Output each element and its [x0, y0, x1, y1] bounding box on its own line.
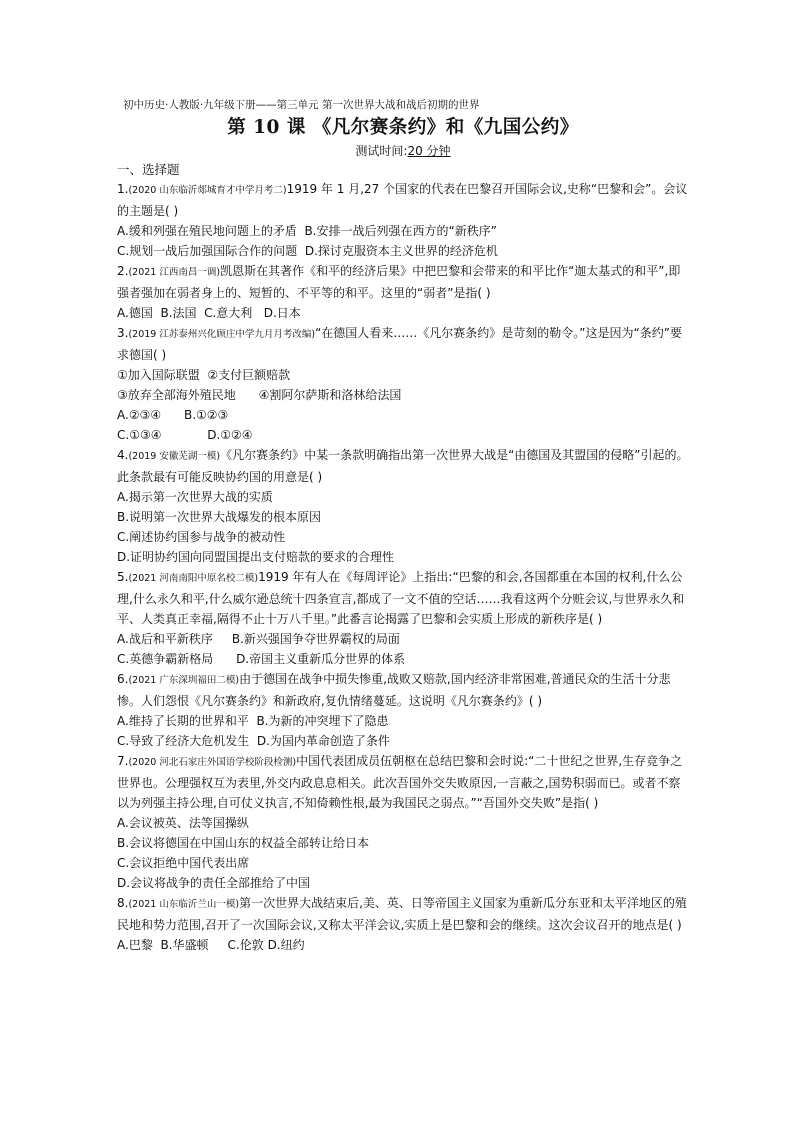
question-number: 8. [117, 896, 129, 910]
lesson-title: 第 10 课 《凡尔赛条约》和《九国公约》 [227, 117, 579, 138]
question-options: ①加入国际联盟 ②支付巨额赔款 [117, 368, 291, 382]
section-heading: 一、选择题 [117, 162, 180, 177]
question-options: C.会议拒绝中国代表出席 [117, 856, 250, 870]
question-8 [117, 893, 689, 955]
question-number: 2. [117, 264, 129, 278]
question-options: C.①③④ D.①②④ [117, 428, 253, 442]
question-stem [117, 323, 689, 365]
question-text: 中国代表团成员伍朝枢在总结巴黎和会时说:“二十世纪之世界,生存竞争之世界也。公理强权互为表里,外交内政息息相关。此次吾国外交失败原因,一言蔽之,国势积弱而已。或者不察以为列强主持公理,自可仗义执言,不知倚赖性根,最为我国民之弱点。”“吾国外交失败”是指( ) [117, 754, 683, 810]
question-number: 1. [117, 182, 129, 196]
question-options: A.维持了长期的世界和平 B.为新的冲突埋下了隐患 [117, 714, 389, 728]
question-5 [117, 567, 689, 669]
question-1 [117, 179, 689, 261]
question-text: 1919 年有人在《每周评论》上指出:“巴黎的和会,各国都重在本国的权利,什么公理,什么永久和平,什么威尔逊总统十四条宣言,都成了一文不值的空话……我看这两个分赃会议,与世界永久和平、人类真正幸福,隔得不止十万八千里。”此番言论揭露了巴黎和会实质上形成的新秩序是( ) [117, 570, 685, 626]
test-time-value: 20 分钟 [407, 144, 451, 158]
question-2 [117, 261, 689, 323]
question-list [117, 179, 689, 955]
question-options: A.揭示第一次世界大战的实质 [117, 490, 273, 504]
question-options: B.说明第一次世界大战爆发的根本原因 [117, 510, 322, 524]
test-time-label: 测试时间: [355, 144, 408, 158]
question-options: A.德国 B.法国 C.意大利 D.日本 [117, 306, 301, 320]
question-source: (2020 山东临沂郯城育才中学月考二) [128, 185, 287, 196]
question-options: B.会议将德国在中国山东的权益全部转让给日本 [117, 836, 370, 850]
question-options: A.②③④ B.①②③ [117, 408, 229, 422]
course-header: 初中历史·人教版·九年级下册——第三单元 第一次世界大战和战后初期的世界 [123, 99, 480, 111]
question-options: C.规划一战后加强国际合作的问题 D.探讨克服资本主义世界的经济危机 [117, 244, 498, 258]
question-source: (2019 安徽芜湖一模) [128, 451, 221, 462]
question-source: (2021 河南南阳中原名校二模) [128, 573, 259, 584]
question-number: 5. [117, 570, 129, 584]
question-text: “在德国人看来……《凡尔赛条约》是苛刻的勒令。”这是因为“条约”要求德国( ) [117, 326, 682, 362]
question-options: C.导致了经济大危机发生 D.为国内革命创造了条件 [117, 734, 390, 748]
question-options: A.巴黎 B.华盛顿 C.伦敦 D.纽约 [117, 938, 305, 952]
question-stem [117, 179, 689, 221]
question-6 [117, 669, 689, 751]
question-options: D.会议将战争的责任全部推给了中国 [117, 876, 311, 890]
question-options: D.证明协约国向同盟国提出支付赔款的要求的合理性 [117, 550, 395, 564]
question-stem [117, 751, 689, 813]
question-options: A.会议被英、法等国操纵 [117, 816, 249, 830]
question-options: A.战后和平新秩序 B.新兴强国争夺世界霸权的局面 [117, 632, 400, 646]
question-4 [117, 445, 689, 567]
question-text: 由于德国在战争中损失惨重,战败又赔款,国内经济非常困难,普通民众的生活十分悲惨。人们怨恨《凡尔赛条约》和新政府,复仇情绪蔓延。这说明《凡尔赛条约》( ) [117, 672, 671, 708]
question-text: 凯恩斯在其著作《和平的经济后果》中把巴黎和会带来的和平比作“迦太基式的和平”,即强者强加在弱者身上的、短暂的、不平等的和平。这里的“弱者”是指( ) [117, 264, 681, 300]
question-text: 1919 年 1 月,27 个国家的代表在巴黎召开国际会议,史称“巴黎和会”。会议的主题是( ) [117, 182, 688, 218]
question-options: ③放弃全部海外殖民地 ④割阿尔萨斯和洛林给法国 [117, 388, 402, 402]
question-text: 《凡尔赛条约》中某一条款明确指出第一次世界大战是“由德国及其盟国的侵略”引起的。此条款最有可能反映协约国的用意是( ) [117, 448, 689, 484]
worksheet-content [117, 98, 689, 955]
question-number: 3. [117, 326, 129, 340]
question-stem [117, 669, 689, 711]
question-number: 7. [117, 754, 129, 768]
question-options: C.英德争霸新格局 D.帝国主义重新瓜分世界的体系 [117, 652, 406, 666]
question-stem [117, 567, 689, 629]
question-stem [117, 445, 689, 487]
question-options: A.缓和列强在殖民地问题上的矛盾 B.安排一战后列强在西方的“新秩序” [117, 224, 497, 238]
test-time [117, 143, 689, 159]
question-7 [117, 751, 689, 893]
question-source: (2019 江苏泰州兴化顾庄中学九月月考改编) [128, 329, 316, 340]
question-stem [117, 261, 689, 303]
question-source: (2021 江西南昌一调) [128, 267, 221, 278]
question-options: C.阐述协约国参与战争的被动性 [117, 530, 286, 544]
question-source: (2021 广东深圳福田二模) [128, 675, 240, 686]
question-text: 第一次世界大战结束后,美、英、日等帝国主义国家为重新瓜分东亚和太平洋地区的殖民地和势力范围,召开了一次国际会议,又称太平洋会议,实质上是巴黎和会的继续。这次会议召开的地点是( ) [117, 896, 687, 932]
question-number: 4. [117, 448, 129, 462]
question-stem [117, 893, 689, 935]
question-number: 6. [117, 672, 129, 686]
question-source: (2021 山东临沂兰山一模) [128, 899, 240, 910]
question-source: (2020 河北石家庄外国语学校阶段检测) [128, 757, 297, 768]
question-3 [117, 323, 689, 445]
